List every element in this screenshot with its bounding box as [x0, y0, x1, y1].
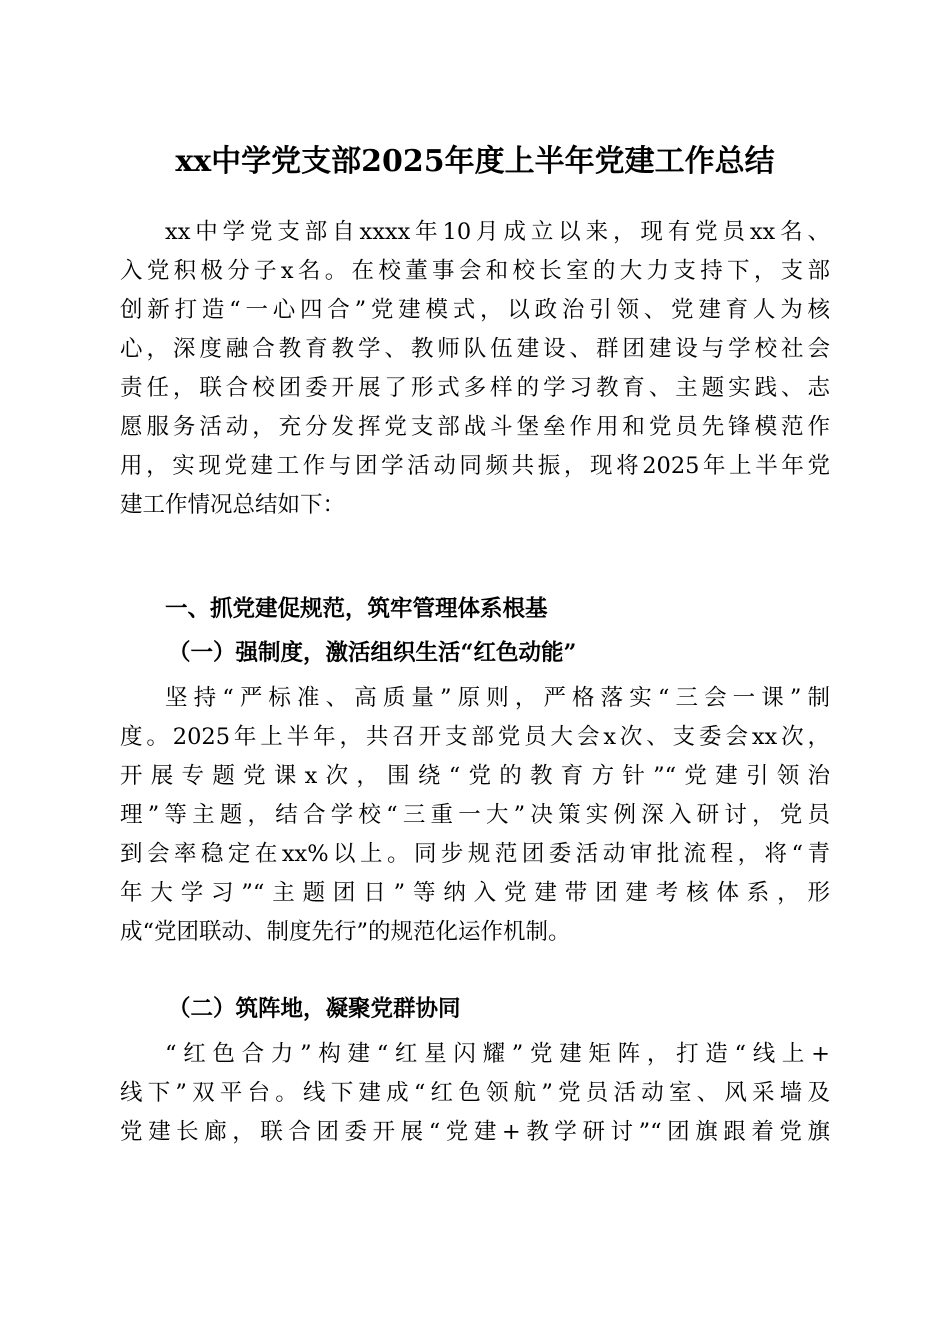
- paragraph-line: 理”等主题，结合学校“三重一大”决策实例深入研讨，党员: [120, 802, 830, 828]
- intro-paragraph: [120, 213, 830, 525]
- paragraph-line: “红色合力”构建“红星闪耀”党建矩阵，打造“线上+: [165, 1041, 830, 1067]
- intro-line: 入党积极分子x名。在校董事会和校长室的大力支持下，支部: [120, 258, 830, 284]
- paragraph-line: 成“党团联动、制度先行”的规范化运作机制。: [120, 919, 571, 945]
- paragraph-line: 开展专题党课x次，围绕“党的教育方针”“党建引领治: [120, 763, 830, 789]
- subsection-heading: （一）强制度，激活组织生活“红色动能”: [168, 640, 577, 666]
- paragraph-line: 年大学习”“主题团日”等纳入党建带团建考核体系，形: [120, 880, 830, 906]
- paragraph-line: 党建长廊，联合团委开展“党建+教学研讨”“团旗跟着党旗: [120, 1119, 830, 1145]
- intro-line: 建工作情况总结如下：: [120, 492, 346, 518]
- intro-line: 创新打造“一心四合”党建模式，以政治引领、党建育人为核: [120, 297, 830, 323]
- intro-line: 心，深度融合教育教学、教师队伍建设、群团建设与学校社会: [120, 336, 830, 362]
- intro-line: 愿服务活动，充分发挥党支部战斗堡垒作用和党员先锋模范作: [120, 414, 830, 440]
- document-title: xx中学党支部2025年度上半年党建工作总结: [175, 144, 775, 179]
- paragraph-line: 到会率稳定在xx%以上。同步规范团委活动审批流程，将“青: [120, 841, 830, 867]
- subsection-heading: （二）筑阵地，凝聚党群协同: [168, 996, 461, 1022]
- subsection-paragraph: [120, 679, 830, 952]
- intro-line: 责任，联合校团委开展了形式多样的学习教育、主题实践、志: [120, 375, 830, 401]
- paragraph-line: 坚持“严标准、高质量”原则，严格落实“三会一课”制: [165, 685, 830, 711]
- intro-line: 用，实现党建工作与团学活动同频共振，现将2025年上半年党: [120, 453, 830, 479]
- paragraph-line: 线下”双平台。线下建成“红色领航”党员活动室、风采墙及: [120, 1080, 830, 1106]
- section-heading: 一、抓党建促规范，筑牢管理体系根基: [165, 596, 548, 622]
- intro-line: xx中学党支部自xxxx年10月成立以来，现有党员xx名、: [165, 219, 830, 245]
- paragraph-line: 度。2025年上半年，共召开支部党员大会x次、支委会xx次，: [120, 724, 830, 750]
- subsection-paragraph: [120, 1035, 830, 1152]
